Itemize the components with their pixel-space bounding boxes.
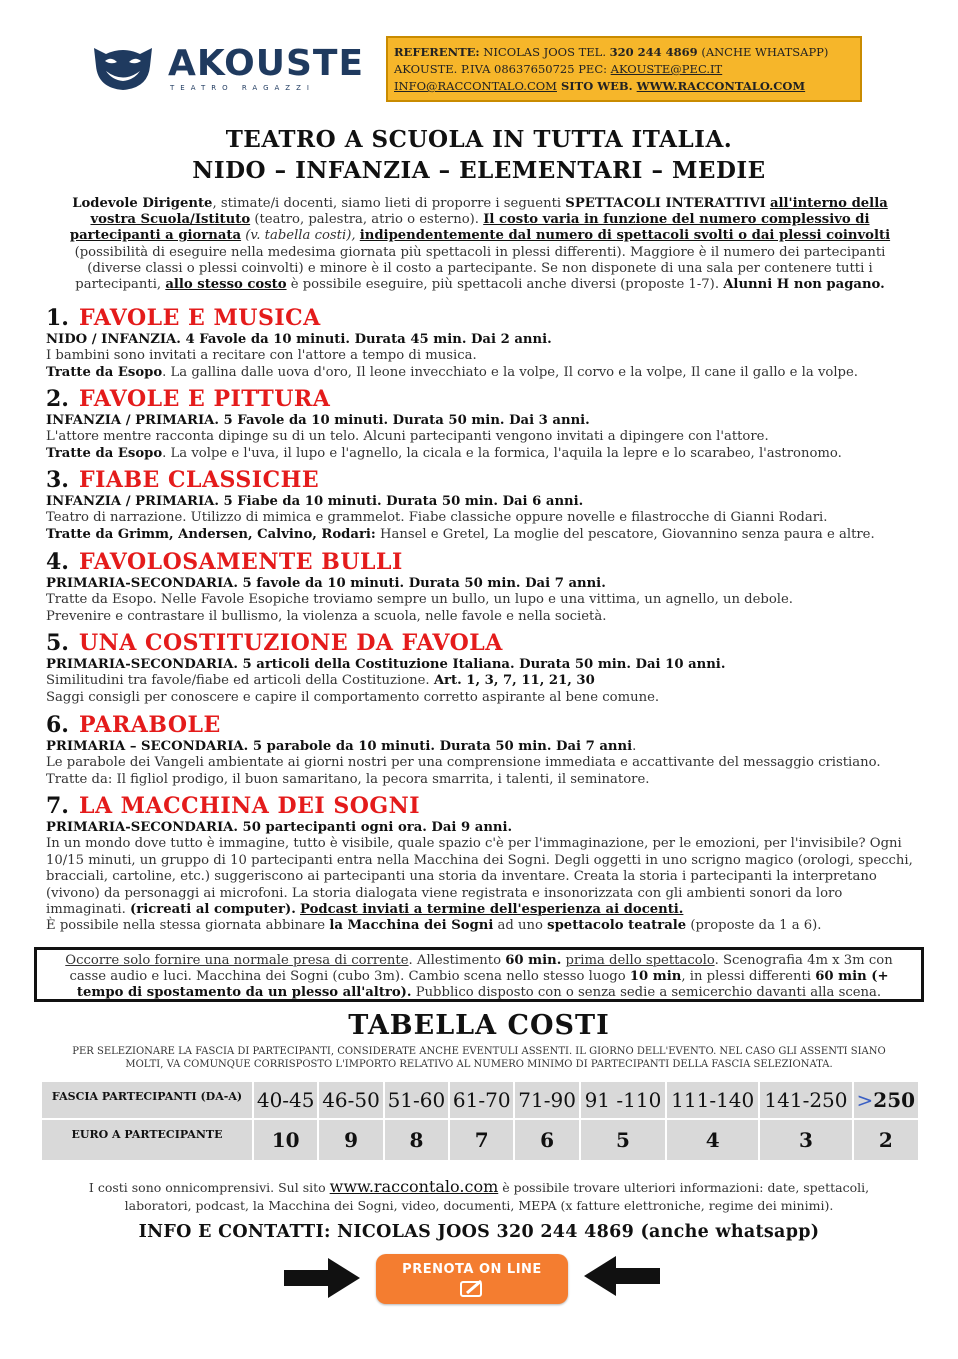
price-cell: 7 <box>449 1119 514 1161</box>
page-title-line-1: TEATRO A SCUOLA IN TUTTA ITALIA. <box>225 126 733 153</box>
referent-box <box>386 36 862 102</box>
price-cell: 4 <box>666 1119 759 1161</box>
show-section-2: 2. FAVOLE E PITTURA INFANZIA / PRIMARIA. 5 Favole da 10 minuti. Durata 50 min. Dai 3 anni. L'attore mentre racconta dipinge su di un telo. Alcuni partecipanti vengono invitati a dipingere con l'attore. Tratte da Esopo. La volpe e l'uva, il lupo e l'agnello, la cicala e la formica, l'aquila la lepre e lo scarabeo, l'astronomo. <box>46 386 926 462</box>
show-section-6: 6. PARABOLE PRIMARIA – SECONDARIA. 5 parabole da 10 minuti. Durata 50 min. Dai 7 anni. Le parabole dei Vangeli ambientate ai giorni nostri per una comprensione immediata e accattivante del messaggio cristiano. Tratte da: Il figliol prodigo, il buon samaritano, la pecora smarrita, i talenti, il seminatore. <box>46 712 926 788</box>
show-section-5: 5. UNA COSTITUZIONE DA FAVOLA PRIMARIA-SECONDARIA. 5 articoli della Costituzione Italiana. Durata 50 min. Dai 10 anni. Similitudini tra favole/fiabe ed articoli della Costituzione. Art. 1, 3, 7, 11, 21, 30 Saggi consigli per conoscere e capire il comportamento corretto aspirante al bene comune. <box>46 630 926 706</box>
section-heading: 6. PARABOLE <box>46 712 221 738</box>
referent-line-1: REFERENTE: NICOLAS JOOS TEL. 320 244 4869 (ANCHE WHATSAPP) <box>394 45 829 59</box>
cost-table <box>40 1080 920 1162</box>
range-cell: 71-90 <box>514 1081 579 1119</box>
pec-link[interactable]: AKOUSTE@PEC.IT <box>610 62 723 76</box>
footer-note: I costi sono onnicomprensivi. Sul sito www.raccontalo.com è possibile trovare ulteriori informazioni: date, spettacoli, laboratori, podcast, la Macchina dei Sogni, video, documenti, MEPA (x fatture elettroniche, regime dei minimi). <box>88 1177 870 1213</box>
range-cell: 111-140 <box>666 1081 759 1119</box>
range-cell: 141-250 <box>759 1081 852 1119</box>
theatre-mask-icon <box>92 44 154 92</box>
book-online-label: PRENOTA ON LINE <box>402 1262 542 1277</box>
cost-table-note: PER SELEZIONARE LA FASCIA DI PARTECIPANTI, CONSIDERATE ANCHE EVENTULI ASSENTI. IL GIORNO DELL'EVENTO. NEL CASO GLI ASSENTI SIANO MOLTI, VA COMUNQUE CORRISPOSTO L'IMPORTO RELATIVO AL NUMERO MINIMO DI PARTECIPANTI DELLA FASCIA SELEZIONATA. <box>72 1046 886 1070</box>
technical-requirements-box: Occorre solo fornire una normale presa di corrente. Allestimento 60 min. prima dello spettacolo. Scenografia 4m x 3m con casse audio e luci. Macchina dei Sogni (cubo 3m). Cambio scena nello stesso luogo 10 min, in plessi differenti 60 min (+ tempo di spostamento da un plesso all'altro). Pubblico disposto con o senza sedie a semicerchio davanti alla scena. <box>34 947 924 1002</box>
price-cell: 2 <box>853 1119 919 1161</box>
intro-paragraph: Lodevole Dirigente, stimate/i docenti, siamo lieti di proporre i seguenti SPETTACOLI INTERATTIVI all'interno della vostra Scuola/Istituto (teatro, palestra, atrio o esterno). Il costo varia in funzione del numero complessivo di partecipanti a giornata (v. tabella costi), indipendentemente dal numero di spettacoli svolti o dai plessi coinvolti (possibilità di eseguire nella medesima giornata più spettacoli in plessi differenti). Maggiore è il numero dei partecipanti (diverse classi o plessi coinvolti) e minore è il costo a partecipante. Se non disponete di una sala per contenere tutti i partecipanti, allo stesso costo è possibile eseguire, più spettacoli anche diversi (proposte 1-7). Alunni H non pagano. <box>69 196 891 293</box>
section-heading: 7. LA MACCHINA DEI SOGNI <box>46 793 421 819</box>
arrow-right-icon <box>284 1258 360 1298</box>
email-link[interactable]: INFO@RACCONTALO.COM <box>394 79 557 93</box>
row-label: FASCIA PARTECIPANTI (DA-A) <box>41 1081 253 1119</box>
price-cell: 5 <box>580 1119 666 1161</box>
logo-subtitle: TEATRO RAGAZZI <box>170 84 315 92</box>
website-link[interactable]: WWW.RACCONTALO.COM <box>636 79 806 93</box>
section-heading: 3. FIABE CLASSICHE <box>46 467 320 493</box>
show-section-1: 1. FAVOLE E MUSICA NIDO / INFANZIA. 4 Favole da 10 minuti. Durata 45 min. Dai 2 anni. I bambini sono invitati a recitare con l'attore a tempo di musica. Tratte da Esopo. La gallina dalle uova d'oro, Il leone invecchiato e la volpe, Il corvo e la volpe, Il cane il gallo e la volpe. <box>46 305 926 381</box>
range-cell: 46-50 <box>318 1081 383 1119</box>
edit-icon <box>459 1280 485 1298</box>
arrow-left-icon <box>584 1256 660 1296</box>
section-heading: 1. FAVOLE E MUSICA <box>46 305 321 331</box>
page-title-line-2: NIDO – INFANZIA – ELEMENTARI – MEDIE <box>192 157 766 184</box>
range-cell: 51-60 <box>384 1081 449 1119</box>
participants-row <box>41 1081 919 1119</box>
price-cell: 9 <box>318 1119 383 1161</box>
website-link[interactable]: www.raccontalo.com <box>329 1177 499 1196</box>
show-section-4: 4. FAVOLOSAMENTE BULLI PRIMARIA-SECONDARIA. 5 favole da 10 minuti. Durata 50 min. Dai 7 anni. Tratte da Esopo. Nelle Favole Esopiche troviamo sempre un bullo, un lupo e una vittima, un agnello, un debole. Prevenire e contrastare il bullismo, la violenza a scuola, nelle favole e nella società. <box>46 549 926 625</box>
book-online-button[interactable] <box>376 1254 568 1304</box>
section-heading: 4. FAVOLOSAMENTE BULLI <box>46 549 403 575</box>
show-section-7: 7. LA MACCHINA DEI SOGNI PRIMARIA-SECONDARIA. 50 partecipanti ogni ora. Dai 9 anni. In un mondo dove tutto è immagine, tutto è visibile, quale spazio c'è per l'immaginazione, per le emozioni, per l'invisibile? Ogni 10/15 minuti, un gruppo di 10 partecipanti entra nella Macchina dei Sogni. Degli oggetti in uno scrigno magico (orologi, specchi, bracciali, cartoline, etc.) suggeriscono ai partecipanti una storia da inventare. Creata la storia i partecipanti la interpretano (vivono) da personaggi ai microfoni. La storia dialogata viene registrata e insonorizzata con gli ambienti sonori da loro immaginati. (ricreati al computer). Podcast inviati a termine dell'esperienza ai docenti. È possibile nella stessa giornata abbinare la Macchina dei Sogni ad uno spettacolo teatrale (proposte da 1 a 6). <box>46 793 913 934</box>
price-cell: 10 <box>253 1119 318 1161</box>
section-heading: 5. UNA COSTITUZIONE DA FAVOLA <box>46 630 503 656</box>
price-cell: 6 <box>514 1119 579 1161</box>
range-cell: 61-70 <box>449 1081 514 1119</box>
cost-table-title: TABELLA COSTI <box>348 1010 610 1041</box>
range-cell: 91 -110 <box>580 1081 666 1119</box>
akouste-logo[interactable] <box>92 42 365 97</box>
referent-line-3: INFO@RACCONTALO.COM SITO WEB. WWW.RACCONTALO.COM <box>394 79 806 93</box>
contact-line: INFO E CONTATTI: NICOLAS JOOS 320 244 4869 (anche whatsapp) <box>138 1222 820 1242</box>
range-cell: 40-45 <box>253 1081 318 1119</box>
show-section-3: 3. FIABE CLASSICHE INFANZIA / PRIMARIA. 5 Fiabe da 10 minuti. Durata 50 min. Dai 6 anni. Teatro di narrazione. Utilizzo di mimica e grammelot. Fiabe classiche oppure novelle e filastrocche di Gianni Rodari. Tratte da Grimm, Andersen, Calvino, Rodari: Hansel e Gretel, La moglie del pescatore, Giovannino senza paura e altre. <box>46 467 926 543</box>
price-cell: 3 <box>759 1119 852 1161</box>
price-cell: 8 <box>384 1119 449 1161</box>
price-row <box>41 1119 919 1161</box>
range-cell: >250 <box>853 1081 919 1119</box>
row-label: EURO A PARTECIPANTE <box>41 1119 253 1161</box>
logo-wordmark: AKOUSTE <box>168 43 365 84</box>
referent-line-2: AKOUSTE. P.IVA 08637650725 PEC: AKOUSTE@PEC.IT <box>394 62 723 76</box>
section-heading: 2. FAVOLE E PITTURA <box>46 386 331 412</box>
